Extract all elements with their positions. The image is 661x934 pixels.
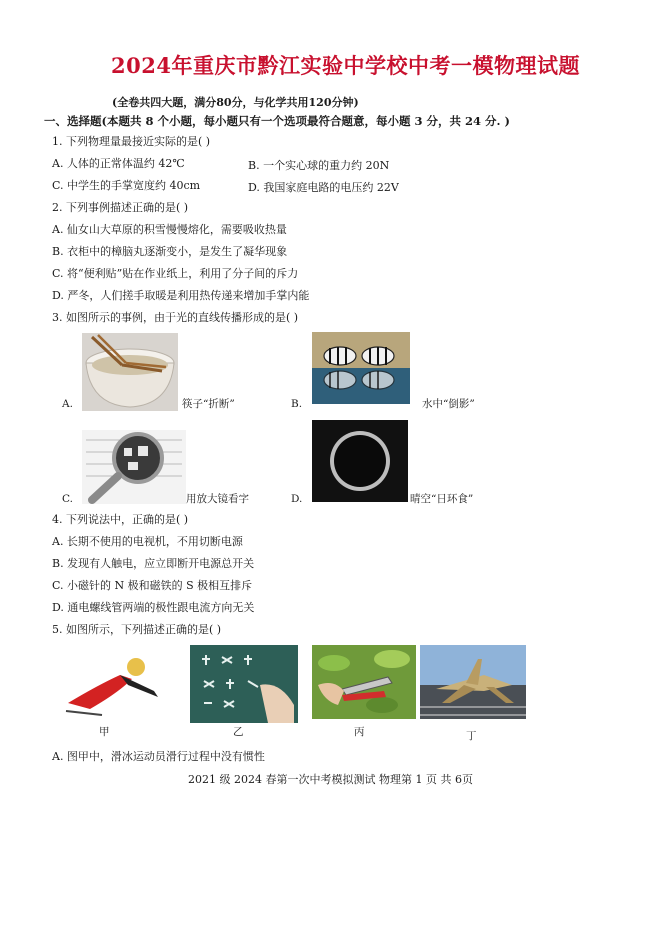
- q2-option-c: C. 将“便利贴”贴在作业纸上，利用了分子间的斥力: [52, 267, 299, 280]
- section-heading: 一、选择题(本题共 8 个小题，每小题只有一个选项最符合题意，每小题 3 分，共 24 分. ): [44, 114, 510, 128]
- page-title: 2024年重庆市黔江实验中学校中考一模物理试题: [111, 53, 580, 78]
- q4-stem: 4. 下列说法中，正确的是( ): [52, 513, 189, 526]
- q2-stem: 2. 下列事例描述正确的是( ): [52, 201, 189, 214]
- q3-option-d-letter: D.: [291, 493, 303, 505]
- q1-option-a: A. 人体的正常体温约 42℃: [52, 157, 185, 170]
- figure-pruning-shears: [312, 645, 416, 719]
- q2-option-d: D. 严冬，人们搓手取暖是利用热传递来增加手掌内能: [52, 289, 310, 302]
- q1-option-d: D. 我国家庭电路的电压约 22V: [248, 181, 399, 194]
- exam-note: (全卷共四大题，满分80分，与化学共用120分钟): [112, 96, 359, 109]
- figure-chopsticks: [82, 333, 178, 411]
- q5-stem: 5. 如图所示，下列描述正确的是( ): [52, 623, 222, 636]
- figure-skater: [58, 645, 170, 723]
- q4-option-a: A. 长期不使用的电视机，不用切断电源: [52, 535, 243, 548]
- q4-option-d: D. 通电螺线管两端的极性跟电流方向无关: [52, 601, 255, 614]
- q1-stem: 1. 下列物理量最接近实际的是( ): [52, 135, 211, 148]
- q3-option-c-letter: C.: [62, 493, 73, 505]
- q2-option-b: B. 衣柜中的樟脑丸逐渐变小，是发生了凝华现象: [52, 245, 288, 258]
- q4-option-c: C. 小磁针的 N 极和磁铁的 S 极相互排斥: [52, 579, 253, 592]
- figure-fighter-jet: [420, 645, 526, 719]
- q3-option-d-caption: 晴空“日环食”: [410, 493, 474, 505]
- q3-option-b-caption: 水中“倒影”: [422, 398, 475, 410]
- figure-writing-board: [190, 645, 298, 723]
- q3-option-a-caption: 筷子“折断”: [182, 398, 235, 410]
- q5-label-ding: 丁: [466, 730, 477, 742]
- q5-label-bing: 丙: [354, 726, 365, 738]
- q1-option-c: C. 中学生的手掌宽度约 40cm: [52, 179, 201, 192]
- q3-option-c-caption: 用放大镜看字: [186, 493, 249, 505]
- q3-stem: 3. 如图所示的事例，由于光的直线传播形成的是( ): [52, 311, 299, 324]
- q5-option-a: A. 图甲中，滑冰运动员滑行过程中没有惯性: [52, 750, 265, 763]
- q2-option-a: A. 仙女山大草原的积雪慢慢熔化，需要吸收热量: [52, 223, 287, 236]
- q5-label-jia: 甲: [99, 726, 110, 738]
- q3-option-a-letter: A.: [62, 398, 73, 410]
- q4-option-b: B. 发现有人触电，应立即断开电源总开关: [52, 557, 255, 570]
- figure-magnifier: [82, 430, 186, 504]
- q3-option-b-letter: B.: [291, 398, 303, 410]
- figure-annular-eclipse: [312, 420, 408, 502]
- q5-label-yi: 乙: [233, 726, 244, 738]
- q1-option-b: B. 一个实心球的重力约 20N: [248, 159, 390, 172]
- page-footer: 2021 级 2024 春第一次中考模拟测试 物理第 1 页 共 6页: [188, 773, 473, 786]
- figure-zebra-reflection: [312, 332, 410, 404]
